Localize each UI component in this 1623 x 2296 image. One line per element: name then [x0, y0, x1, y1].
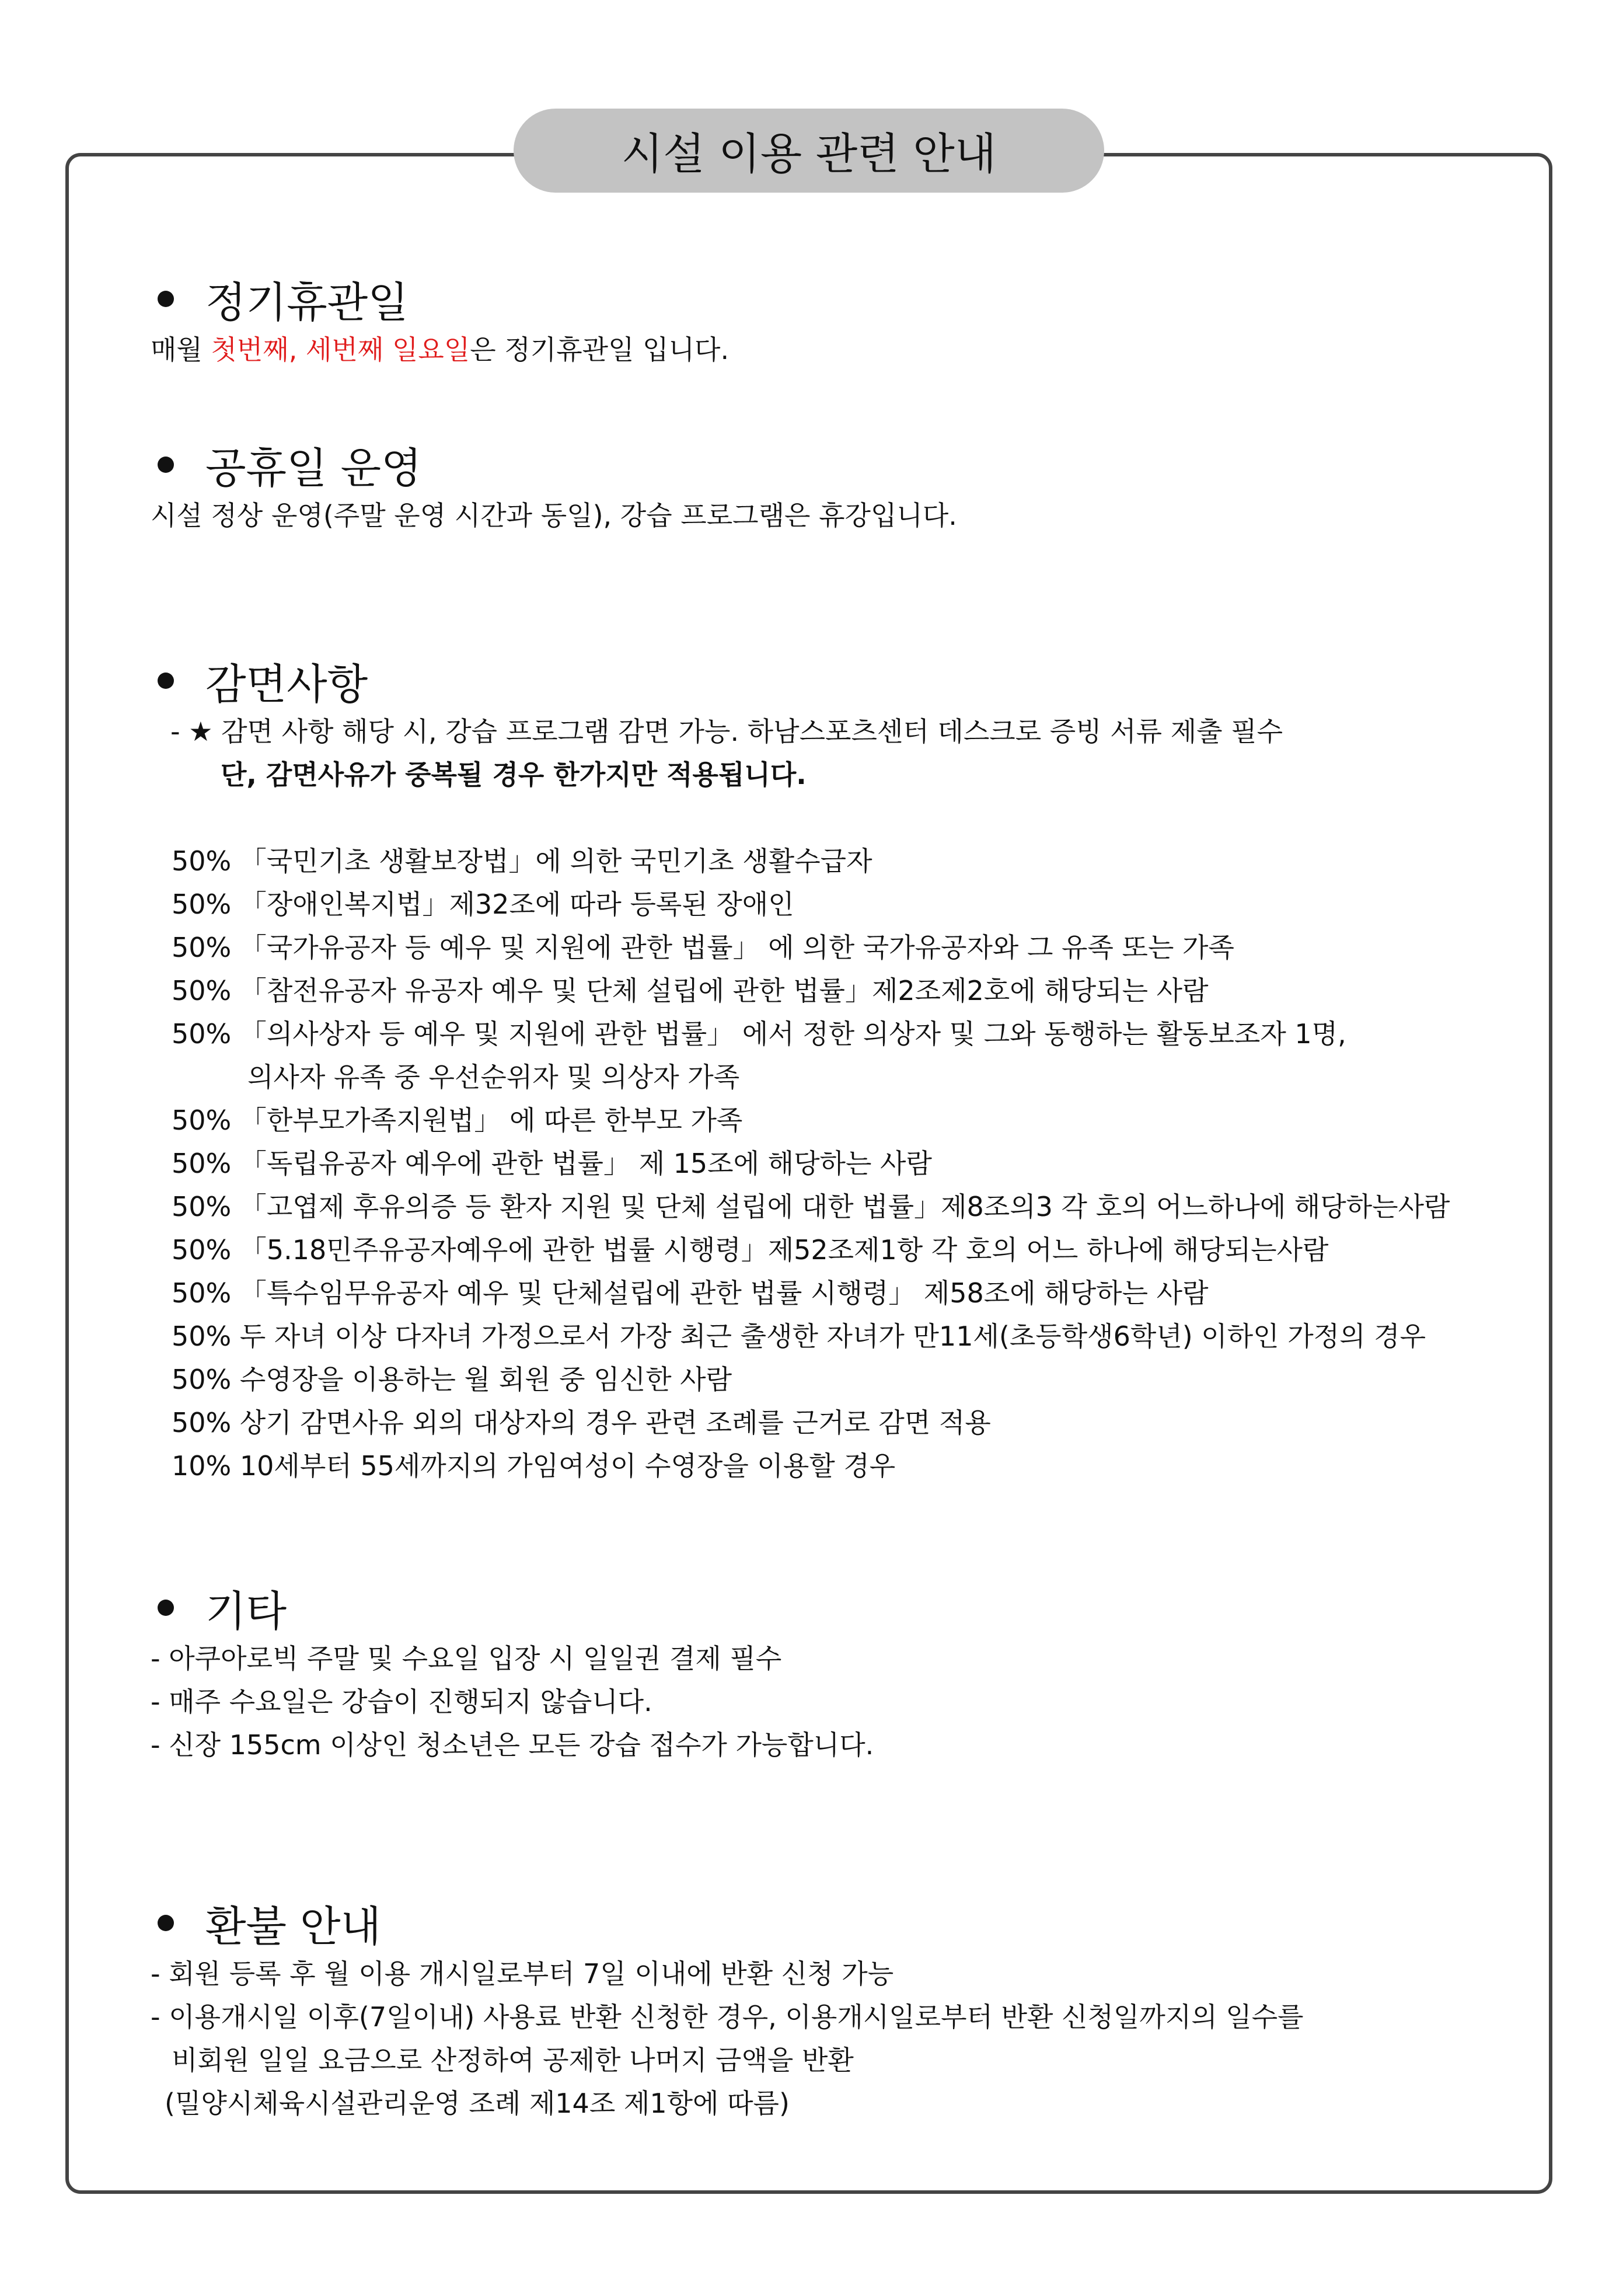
section-heading — [158, 651, 1450, 710]
bullet-icon — [158, 457, 174, 473]
section-heading — [158, 270, 729, 328]
section-refund — [151, 1894, 1304, 2125]
heading-text: 감면사항 — [205, 660, 368, 709]
list-item: 50% 「5.18민주유공자예우에 관한 법률 시행령」제52조제1항 각 호의 어느 하나에 해당되는사람 — [172, 1234, 1329, 1266]
closure-text — [151, 328, 729, 371]
bullet-icon — [158, 1600, 174, 1616]
list-item: 50% 「고엽제 후유의증 등 환자 지원 및 단체 설립에 대한 법률」제8조의3 각 호의 어느하나에 해당하는사람 — [172, 1191, 1450, 1222]
discount-list — [151, 839, 1450, 1487]
bullet-icon — [158, 291, 174, 307]
list-item: 50% 「특수임무유공자 예우 및 단체설립에 관한 법률 시행령」 제58조에 해당하는 사람 — [172, 1277, 1209, 1309]
list-item: 50% 「장애인복지법」제32조에 따라 등록된 장애인 — [172, 889, 794, 920]
heading-text: 정기휴관일 — [205, 278, 409, 327]
holiday-text: 시설 정상 운영(주말 운영 시간과 동일), 강습 프로그램은 휴강입니다. — [151, 500, 957, 531]
heading-text: 기타 — [205, 1587, 287, 1636]
list-item: 50% 「국가유공자 등 예우 및 지원에 관한 법률」 에 의한 국가유공자와 그 유족 또는 가족 — [172, 932, 1234, 963]
list-item: 50% 「독립유공자 예우에 관한 법률」 제 15조에 해당하는 사람 — [172, 1148, 932, 1179]
section-other — [151, 1579, 874, 1767]
list-item: 50% 수영장을 이용하는 월 회원 중 임신한 사람 — [172, 1364, 732, 1395]
list-item: - 이용개시일 이후(7일이내) 사용료 반환 신청한 경우, 이용개시일로부터 반환 신청일까지의 일수를 — [151, 2001, 1304, 2033]
list-item: - 회원 등록 후 월 이용 개시일로부터 7일 이내에 반환 신청 가능 — [151, 1958, 894, 1990]
text-post: 은 정기휴관일 입니다. — [470, 334, 730, 365]
heading-text: 환불 안내 — [205, 1902, 382, 1951]
bullet-icon — [158, 673, 174, 689]
section-discounts — [151, 651, 1450, 1487]
section-regular-closure — [151, 270, 729, 371]
page-title — [514, 109, 1104, 193]
page-title-text: 시설 이용 관련 안내 — [621, 129, 997, 179]
section-heading — [158, 1894, 1304, 1952]
text-highlight: 첫번째, 세번째 일요일 — [211, 334, 470, 365]
section-heading — [158, 435, 957, 494]
list-item: - 신장 155cm 이상인 청소년은 모든 강습 접수가 가능합니다. — [151, 1729, 874, 1761]
section-heading — [158, 1579, 874, 1637]
text-pre: 매월 — [151, 334, 211, 365]
heading-text: 공휴일 운영 — [205, 444, 422, 493]
list-item-continuation: (밀양시체육시설관리운영 조례 제14조 제1항에 따름) — [165, 2088, 790, 2119]
list-item: 50% 상기 감면사유 외의 대상자의 경우 관련 조례를 근거로 감면 적용 — [172, 1407, 991, 1438]
list-item: - 매주 수요일은 강습이 진행되지 않습니다. — [151, 1686, 652, 1717]
list-item-continuation: 비회원 일일 요금으로 산정하여 공제한 나머지 금액을 반환 — [172, 2044, 854, 2076]
list-item: 10% 10세부터 55세까지의 가임여성이 수영장을 이용할 경우 — [172, 1450, 896, 1482]
bullet-icon — [158, 1915, 174, 1931]
list-item: 50% 「의사상자 등 예우 및 지원에 관한 법률」 에서 정한 의상자 및 그와 동행하는 활동보조자 1명, — [172, 1018, 1346, 1050]
discount-note-bold: 단, 감면사유가 중복될 경우 한가지만 적용됩니다. — [221, 759, 807, 790]
list-item: 50% 「국민기초 생활보장법」에 의한 국민기초 생활수급자 — [172, 845, 872, 877]
section-holiday-operation — [151, 435, 957, 537]
list-item: - 아쿠아로빅 주말 및 수요일 입장 시 일일권 결제 필수 — [151, 1643, 782, 1674]
discount-note: - ★ 감면 사항 해당 시, 강습 프로그램 감면 가능. 하남스포츠센터 데스크로 증빙 서류 제출 필수 — [170, 716, 1283, 747]
list-item: 50% 두 자녀 이상 다자녀 가정으로서 가장 최근 출생한 자녀가 만11세(초등학생6학년) 이하인 가정의 경우 — [172, 1321, 1426, 1352]
list-item-continuation: 의사자 유족 중 우선순위자 및 의상자 가족 — [247, 1061, 740, 1093]
list-item: 50% 「참전유공자 유공자 예우 및 단체 설립에 관한 법률」제2조제2호에 해당되는 사람 — [172, 975, 1209, 1006]
list-item: 50% 「한부모가족지원법」 에 따른 한부모 가족 — [172, 1105, 743, 1136]
